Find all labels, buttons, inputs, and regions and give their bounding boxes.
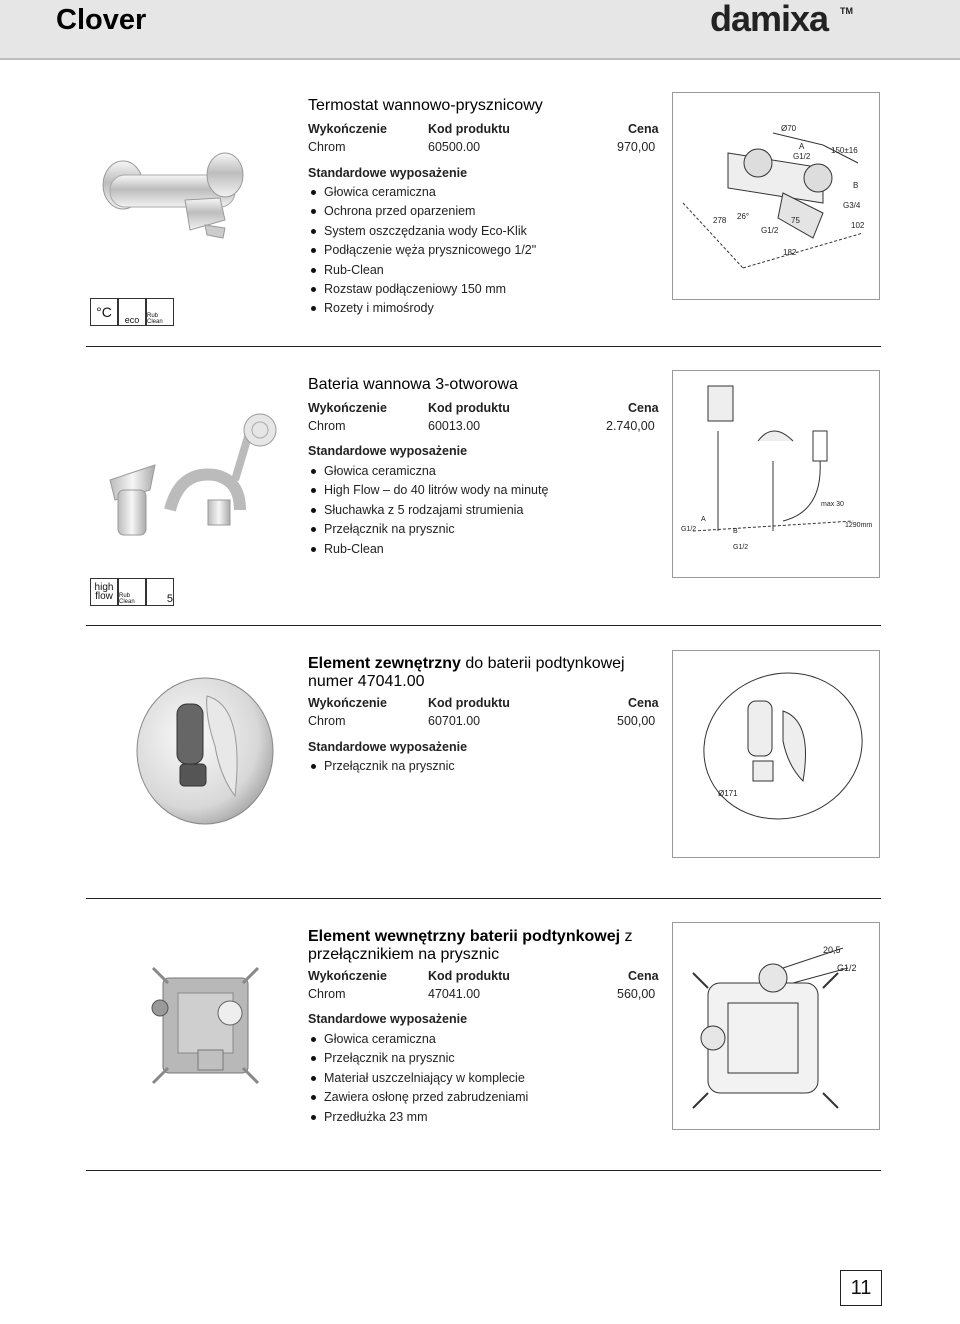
product-title: Bateria wannowa 3-otworowa — [308, 376, 518, 393]
page-header — [0, 0, 960, 60]
rub-clean-icon-label: Rub Clean — [119, 593, 135, 605]
list-item: Rozety i mimośrody — [308, 299, 536, 318]
code-value: 60701.00 — [428, 714, 481, 728]
list-item: Zawiera osłonę przed zabrudzeniami — [308, 1088, 528, 1107]
list-item: Przełącznik na prysznic — [308, 757, 455, 776]
col-finish-header: Wykończenie — [308, 696, 387, 710]
col-finish-header: Wykończenie — [308, 122, 387, 136]
list-item: Głowica ceramiczna — [308, 462, 548, 481]
product-photo-thermostat — [95, 140, 245, 250]
finish-value: Chrom — [308, 987, 346, 1001]
code-value: 60013.00 — [428, 419, 481, 433]
list-item: Głowica ceramiczna — [308, 1030, 528, 1049]
high-flow-icon: high flow — [90, 578, 118, 606]
dim-label: B — [853, 181, 859, 190]
list-item: Materiał uszczelniający w komplecie — [308, 1069, 528, 1088]
list-item: Słuchawka z 5 rodzajami strumienia — [308, 501, 548, 520]
rub-clean-icon-label: Rub Clean — [147, 313, 163, 325]
list-item: Przedłużka 23 mm — [308, 1108, 528, 1127]
brand-trademark: TM — [840, 6, 853, 16]
spray-5-icon — [146, 578, 174, 606]
list-item: Przełącznik na prysznic — [308, 1049, 528, 1068]
product-title-bold: Element wewnętrzny baterii podtynkowej — [308, 928, 621, 945]
col-finish-header: Wykończenie — [308, 401, 387, 415]
dim-label: G1/2 — [837, 963, 857, 973]
dim-label: A — [799, 142, 805, 151]
feature-list — [308, 757, 455, 776]
eco-icon-label: eco — [124, 315, 140, 325]
technical-drawing-bath-mixer — [672, 370, 880, 578]
list-item: High Flow – do 40 litrów wody na minutę — [308, 481, 548, 500]
dim-label: G1/2 — [793, 152, 811, 161]
std-equipment-label: Standardowe wyposażenie — [308, 740, 468, 754]
feature-list — [308, 462, 548, 559]
temperature-icon: °C — [90, 298, 118, 326]
dim-label: Ø171 — [718, 789, 738, 798]
dim-label: G1/2 — [761, 226, 779, 235]
product-title-rest: do baterii podtynkowej numer 47041.00 — [308, 655, 625, 690]
section-divider — [86, 625, 881, 626]
dim-label: A — [701, 516, 706, 523]
dim-label: G3/4 — [843, 201, 861, 210]
std-equipment-label: Standardowe wyposażenie — [308, 1012, 468, 1026]
dim-label: B — [733, 528, 738, 535]
technical-drawing-thermostat — [672, 92, 880, 300]
list-item: Przełącznik na prysznic — [308, 520, 548, 539]
product-title-bold: Element zewnętrzny — [308, 655, 461, 672]
list-item: Rub-Clean — [308, 540, 548, 559]
product-photo-interior-element — [148, 958, 263, 1093]
section-divider — [86, 1170, 881, 1171]
col-code-header: Kod produktu — [428, 401, 510, 415]
dim-label: 1290mm — [845, 522, 873, 529]
product-title-rest: z przełącznikiem na prysznic — [308, 928, 633, 963]
price-value: 500,00 — [617, 714, 656, 728]
feature-list — [308, 183, 536, 319]
product-title — [308, 655, 658, 691]
col-price-header: Cena — [628, 122, 659, 136]
spray-count-label: 5 — [166, 593, 173, 605]
dim-label: G1/2 — [733, 544, 749, 551]
std-equipment-label: Standardowe wyposażenie — [308, 166, 468, 180]
list-item: Rozstaw podłączeniowy 150 mm — [308, 280, 536, 299]
list-item: Podłączenie węża prysznicowego 1/2" — [308, 241, 536, 260]
technical-drawing-interior-element — [672, 922, 880, 1130]
rub-clean-icon — [146, 298, 174, 326]
finish-value: Chrom — [308, 714, 346, 728]
list-item: Rub-Clean — [308, 261, 536, 280]
dim-label: 75 — [791, 216, 800, 225]
dim-label: Ø70 — [781, 124, 797, 133]
dim-label: G1/2 — [681, 526, 697, 533]
technical-drawing-exterior-element — [672, 650, 880, 858]
price-value: 2.740,00 — [606, 419, 655, 433]
product-photo-bath-mixer — [100, 410, 285, 545]
section-divider — [86, 898, 881, 899]
product-photo-exterior-element — [135, 676, 275, 826]
dim-label: 26° — [737, 212, 750, 221]
dim-label: max 30 — [821, 501, 844, 508]
col-code-header: Kod produktu — [428, 969, 510, 983]
eco-icon — [118, 298, 146, 326]
col-price-header: Cena — [628, 696, 659, 710]
col-finish-header: Wykończenie — [308, 969, 387, 983]
col-price-header: Cena — [628, 969, 659, 983]
finish-value: Chrom — [308, 419, 346, 433]
finish-value: Chrom — [308, 140, 346, 154]
col-code-header: Kod produktu — [428, 122, 510, 136]
brand-logo: damixa — [710, 0, 829, 39]
section-divider — [86, 346, 881, 347]
dim-label: 278 — [713, 216, 727, 225]
price-value: 560,00 — [617, 987, 656, 1001]
dim-label: 182 — [783, 248, 797, 257]
list-item: Ochrona przed oparzeniem — [308, 202, 536, 221]
dim-label: 102 — [851, 221, 865, 230]
product-title — [308, 928, 658, 964]
rub-clean-icon — [118, 578, 146, 606]
col-code-header: Kod produktu — [428, 696, 510, 710]
col-price-header: Cena — [628, 401, 659, 415]
dim-label: 150±16 — [831, 146, 858, 155]
page-number: 11 — [840, 1270, 882, 1306]
price-value: 970,00 — [617, 140, 656, 154]
page-title: Clover — [56, 4, 147, 36]
list-item: Głowica ceramiczna — [308, 183, 536, 202]
list-item: System oszczędzania wody Eco-Klik — [308, 222, 536, 241]
std-equipment-label: Standardowe wyposażenie — [308, 444, 468, 458]
dim-label: 20,5 — [823, 945, 841, 955]
product-title: Termostat wannowo-prysznicowy — [308, 97, 543, 114]
code-value: 47041.00 — [428, 987, 481, 1001]
feature-list — [308, 1030, 528, 1127]
code-value: 60500.00 — [428, 140, 481, 154]
